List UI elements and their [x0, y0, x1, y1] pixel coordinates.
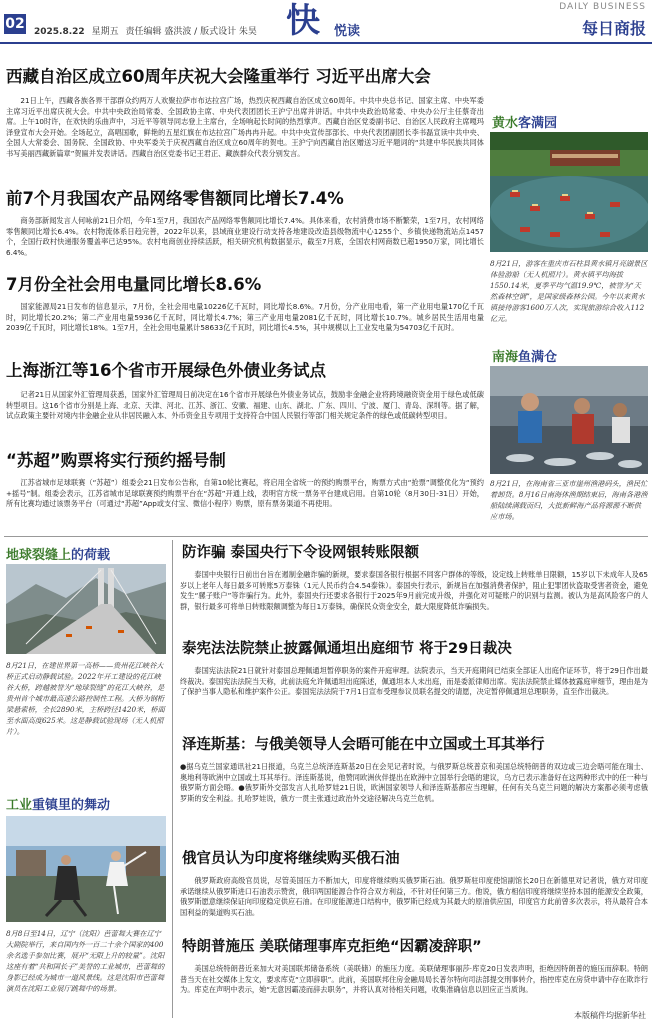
section-divider: [4, 536, 648, 537]
article-electricity-body: 国家能源局21日发布的信息显示，7月份，全社会用电量10226亿千瓦时，同比增长8.6%。7月份，分产业用电看，第一产业用电量170亿千瓦时，同比增长20.2%；第二产业用电量5936亿千瓦时，同比增长4.7%；第三产业用电量2081亿千瓦时，同比增长10.7%。城乡居民生活用电量2039亿千瓦时，同比增长18%。1至7月，全社会用电量累计58633亿千瓦时，同比增长4.5%，其中规模以上工业发电量为54703亿千瓦时。: [6, 302, 484, 333]
article-tibet-body: 21日上午，西藏各族各界干部群众约两万人欢聚拉萨市布达拉宫广场，热烈庆祝西藏自治区成立60周年。中共中央总书记、国家主席、中央军委主席习近平出席庆祝大会。中共中央政治局常委、全国政协主席、中央代表团团长王沪宁出席并讲话。中共中央政治局常委、中央办公厅主任蔡奇出席。上午10时许，在欢快的乐曲声中，习近平等领导同志登上主席台，全场响起长时间的热烈掌声。西藏自治区党委副书记、自治区人民政府主席嘎玛泽登宣布大会开始。全场起立，高唱国歌，鲜艳的五星红旗在布达拉宫广场冉冉升起。中共中央宣传部部长、中央代表团副团长李书磊宣读中共中央、全国人大常委会、国务院、全国政协、中央军委关于庆祝西藏自治区成立60周年的贺电。王沪宁向西藏自治区赠送习近平题词的“共建中华民族共同体 书写美丽西藏新篇章”贺匾并发表讲话。西藏自治区党委书记王君正、藏族群众代表分别发言。: [6, 96, 484, 158]
section-name: 悦读: [334, 24, 361, 39]
photo-caption-ballet: 8月8日至14日，辽宁（沈阳）芭蕾舞大赛在辽宁大剧院举行，来自国内外一百二十余个国家的400余名选手参加比赛，展开“无限上升的较量”。沈阳这座有着“共和国长子”美誉的工业城市，芭蕾舞的身影已经成为城市一道风景线。这是沈阳市芭蕾舞演员在沈阳工业展厅跳舞中的场景。: [6, 929, 165, 993]
photo-head-nanhai: 南海鱼满仓: [492, 350, 558, 365]
article-india-oil-body: 俄罗斯政府高级官员说，尽管美国压力不断加大，印度将继续购买俄罗斯石油。俄罗斯驻印度使馆副馆长20日在新德里对记者说，俄方对印度承诺继续从俄罗斯进口石油表示赞赏，俄印两国能源合作符合双方利益，不针对任何第三方。他说，俄方相信印度将继续坚持本国的能源安全政策，俄罗斯愿意继续保证向印度稳定供应石油。在印度能源进口结构中，俄罗斯已经成为其最大的原油供应国，印度官方此前曾多次表示，将从最符合本国利益的渠道购买石油。: [180, 876, 648, 917]
article-suchao-body: 江苏省城市足球联赛（“苏超”）组委会21日发布公告称，自第10轮比赛起，将启用全省统一的预约购票平台，购票方式由“抢票”调整优化为“预约+摇号”制。组委会表示，江苏省城市足球联赛预约购票平台在“苏超”开通上线，表明官方统一票务平台建成启用。自第10轮（8月30日-31日）开始，所有比赛均通过该票务平台（可通过“苏超”App或支付宝、微信小程序）购票，原有票务渠道不再使用。: [6, 478, 484, 509]
photo-ballet-dancers: [6, 816, 166, 922]
column-divider: [172, 540, 173, 1018]
photo-huangshui-lake: [490, 132, 648, 252]
headline-tibet: 西藏自治区成立60周年庆祝大会隆重举行 习近平出席大会: [6, 67, 431, 86]
headline-electricity: 7月份全社会用电量同比增长8.6%: [6, 275, 262, 294]
photo-caption-nanhai: 8月21日，在海南省三亚市崖州渔港码头，渔民忙着卸货。8月16日南海休渔期结束后，海南各港渔船陆续满载而归，大批新鲜海产品将源源不断供应市场。: [490, 479, 648, 521]
headline-green-debt: 上海浙江等16个省市开展绿色外债业务试点: [6, 361, 326, 380]
header-meta: [34, 24, 257, 37]
issue-weekday: 星期五: [91, 27, 119, 37]
headline-india-oil: 俄官员认为印度将继续购买俄石油: [182, 851, 400, 867]
page-header: [0, 0, 652, 44]
page-number: 02: [5, 16, 25, 32]
article-green-debt-body: 记者21日从国家外汇管理局获悉，国家外汇管理局日前决定在16个省市开展绿色外债业务试点，鼓励非金融企业将跨境融资资金用于绿色或低碳转型项目。这16个省市分别是上海、北京、天津、河北、江苏、浙江、安徽、福建、山东、湖北、广东、四川、宁波、厦门、青岛、深圳等。据了解，试点政策主要针对境内非金融企业从非居民融入本、外币资金且专项用于支持符合中国人民银行等部门相关规定条件的绿色或低碳转型项目。: [6, 390, 484, 421]
brand-english: DAILY BUSINESS: [559, 2, 646, 12]
headline-agri-ecommerce: 前7个月我国农产品网络零售额同比增长7.4%: [6, 189, 344, 208]
photo-caption-huangshui: 8月21日，游客在重庆市石柱县黄水镇月亮湖景区体验游船（无人机照片）。黄水镇平均海拔1550.14米，夏季平均气温19.9℃，被誉为“天然森林空调”，是国家级森林公园。今年以来黄水镇接待游客1600万人次，实现旅游综合收入112亿元。: [490, 259, 648, 323]
footer-credit: 本版稿件均据新华社: [574, 1011, 646, 1020]
article-thai-court-body: 泰国宪法法院21日就针对泰国总理佩通坦暂停职务的案件开庭审理。法院表示，当天开庭期间已结束全部证人出庭作证环节，将于29日作出最终裁决。泰国宪法法院当天称，此前法庭允许佩通坦出庭陈述，佩通坦本人未出庭，而是委派律师出席。宪法法院禁止媒体披露庭审细节，理由是为了保护当事人隐私和维护案件公正。泰国宪法法院于7月1日宣布受理参议员联名提交的请愿，决定暂停佩通坦总理职务，直至作出裁决。: [180, 666, 648, 697]
photo-head-huangshui: 黄水客满园: [492, 116, 558, 131]
photo-head-bridge: 地球裂缝上的荷载: [6, 548, 111, 563]
photo-huajiang-bridge: [6, 564, 166, 654]
headline-thai-court: 泰宪法法院禁止披露佩通坦出庭细节 将于29日裁决: [182, 641, 512, 657]
article-fed-cook-body: 美国总统特朗普近来加大对美国联邦储备系统（美联储）的施压力度。美联储理事丽莎·库克20日发表声明，拒绝因特朗普的施压而辞职。特朗普当天在社交媒体上发文，要求库克“立即辞职”。此前，美国联邦住房金融局局长普尔特向司法部提交刑事转介，指控库克在房贷申请中存在欺诈行为。库克在声明中表示，她“无意因霸凌而辞去职务”，并将认真对待相关问题，收集准确信息以回应正当质询。: [180, 964, 648, 995]
headline-suchao-tickets: “苏超”购票将实行预约摇号制: [6, 451, 226, 470]
photo-nanhai-fishermen: [490, 366, 648, 474]
photo-caption-bridge: 8月21日，在建世界第一高桥——贵州花江峡谷大桥正式启动静载试验。2022年开工建设的花江峡谷大桥，跨越被誉为“地球裂缝”的花江大峡谷，是贵州首个城市最高速公路控制性工程。大桥为钢桁梁悬索桥，全长2890米，主桥跨径1420米，桥面至水面高度625米。这是静载试验现场（无人机照片）。: [6, 661, 165, 736]
article-zelensky-body: ●据乌克兰国家通讯社21日报道，乌克兰总统泽连斯基20日在会见记者时说，与俄罗斯总统普京和美国总统特朗普的双边或三边会晤可能在瑞士、奥地利等欧洲中立国或土耳其举行。泽连斯基说，他赞同欧洲伙伴提出在欧洲中立国举行会晤的建议，乌方已表示准备好在这两种形式中的任一种与俄罗斯方面会晤。●俄罗斯外交部发言人扎哈罗娃21日说，欧洲国家领导人和泽连斯基都应当理解，任何有关乌克兰问题的解决方案都必须考虑俄罗斯的安全利益。扎哈罗娃说，俄方一贯主张通过政治外交途径解决乌克兰危机。: [180, 762, 648, 803]
article-agri-body: 商务部新闻发言人何咏前21日介绍，今年1至7月，我国农产品网络零售额同比增长7.4%。具体来看，农村消费市场不断繁荣，1至7月，农村网络零售额同比增长6.4%。农村物流体系日趋完善，2022年以来，县域商业建设行动支持各地建设改造县级物流中心1255个、乡镇快递物流站点1457个，全国行政村快递服务覆盖率已达95%。农村电商创业持续活跃，相关研究机构数据显示，截至7月底，全国农村网商数已超1950万家，同比增长6.4%。: [6, 216, 484, 257]
brand-chinese: 每日商报: [581, 19, 646, 38]
headline-fed-cook: 特朗普施压 美联储理事库克拒绝“因霸凌辞职”: [182, 939, 482, 955]
issue-editor: 责任编辑 盛洪波 / 版式设计 朱昊: [125, 27, 257, 37]
section-mark: 快: [286, 1, 320, 41]
headline-thailand-limit: 防诈骗 泰国央行下令设网银转账限额: [182, 545, 420, 561]
article-thailand-body: 泰国中央银行日前出台旨在遏制金融诈骗的新规，要求泰国各银行根据不同客户群体的等级，设定线上转账单日限额，15岁以下未成年人及65岁以上老年人每日最多可转账5万泰铢（1元人民币约合4.54泰铢）。泰国央行表示，新规旨在加强消费者保护，阻止犯罪团伙盗取受害者资金，避免发生“骡子账户”等诈骗行为。此外，泰国央行还要求各银行于2025年9月前完成升级，并强化对可疑账户的识别与监测。被认为是高风险客户的人群，银行最多可将单日转账限额调整为每日1万泰铢，确保民众资金安全，最大限度降低诈骗损失。: [180, 570, 648, 611]
issue-date: 2025.8.22: [34, 27, 85, 37]
photo-head-ballet: 工业重镇里的舞动: [6, 798, 111, 813]
headline-zelensky: 泽连斯基：与俄美领导人会晤可能在中立国或土耳其举行: [182, 737, 545, 753]
